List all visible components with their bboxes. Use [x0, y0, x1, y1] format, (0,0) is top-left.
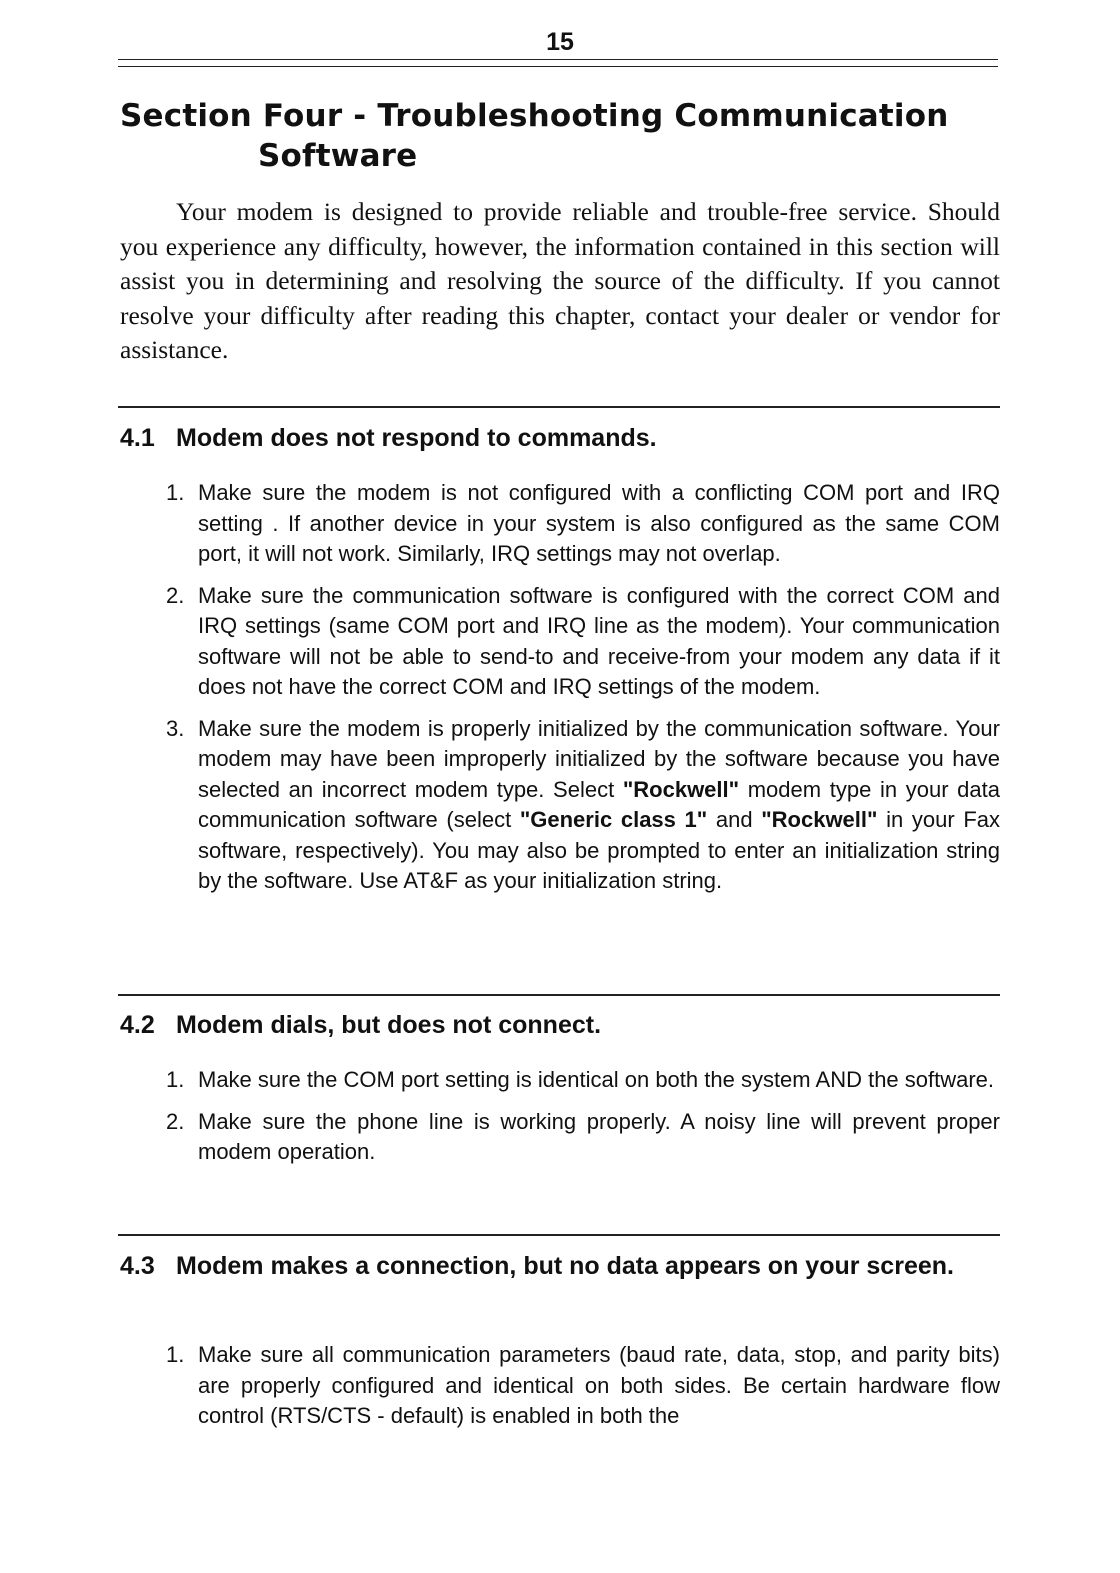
list-item-text: Make sure the phone line is working properly. A noisy line will prevent proper modem operation.: [198, 1108, 1000, 1164]
list-item-number: 2.: [166, 1108, 185, 1134]
list-4-1: [166, 478, 1000, 908]
intro-paragraph: Your modem is designed to provide reliable and trouble-free service. Should you experience any difficulty, however, the information contained in this section will assist you in determining and resolving the source of the difficulty. If you cannot resolve your difficulty after reading this chapter, contact your dealer or vendor for assistance.: [120, 197, 1000, 364]
list-item-text: Make sure the modem is not configured with a conflicting COM port and IRQ setting . If another device in your system is also configured as the same COM port, it will not work. Similarly, IRQ settings may not overlap.: [198, 480, 1000, 566]
list-4-3: [166, 1340, 1000, 1443]
header-rule: [118, 59, 998, 60]
list-item-text: Make sure all communication parameters (baud rate, data, stop, and parity bits) are properly configured and identical on both sides. Be certain hardware flow control (RTS/CTS - default) is enabled in both the: [198, 1342, 1000, 1428]
list-item: [166, 714, 1000, 897]
section-title-line2: Software: [258, 138, 418, 174]
heading-4-3: [120, 1249, 1000, 1283]
list-item: [166, 478, 1000, 570]
list-item-text: Make sure the communication software is configured with the correct COM and IRQ settings (same COM port and IRQ line as the modem). Your communication software will not be able to send-to and receive-from your modem any data if it does not have the correct COM and IRQ settings of the modem.: [198, 582, 1000, 699]
list-item: [166, 581, 1000, 703]
section-divider: [118, 406, 1000, 408]
heading-number: 4.2: [120, 1011, 155, 1039]
page-number: 15: [546, 28, 574, 56]
list-item-text: Make sure the modem is properly initialized by the communication software. Your modem may have been improperly initialized by the software because you have selected an incorrect modem type. Select "Rockwell" modem type in your data communication software (select "Generic class 1" and "Rockwell" in your Fax software, respectively). You may also be prompted to enter an initialization string by the software. Use AT&F as your initialization string.: [198, 715, 1000, 893]
list-item-number: 1.: [166, 1067, 185, 1092]
heading-text: Modem does not respond to commands.: [176, 424, 657, 452]
heading-number: 4.1: [120, 424, 155, 452]
list-item-number: 2.: [166, 582, 185, 608]
list-item-number: 3.: [166, 715, 185, 741]
list-item: [166, 1340, 1000, 1432]
list-item-text: Make sure the COM port setting is identical on both the system AND the software.: [198, 1067, 995, 1092]
heading-number: 4.3: [120, 1252, 155, 1280]
heading-text: Modem makes a connection, but no data appears on your screen.: [176, 1252, 954, 1280]
heading-text: Modem dials, but does not connect.: [176, 1011, 602, 1039]
heading-4-1: [120, 421, 1000, 455]
list-item: [166, 1107, 1000, 1168]
heading-4-2: [120, 1008, 1000, 1042]
list-item: [166, 1065, 1000, 1096]
section-title: [120, 96, 1000, 176]
section-divider: [118, 994, 1000, 996]
header-rule: [118, 66, 998, 67]
section-title-line1: Section Four - Troubleshooting Communication: [120, 98, 949, 134]
section-divider: [118, 1234, 1000, 1236]
list-item-number: 1.: [166, 1342, 185, 1367]
list-item-number: 1.: [166, 480, 185, 505]
list-4-2: [166, 1065, 1000, 1179]
